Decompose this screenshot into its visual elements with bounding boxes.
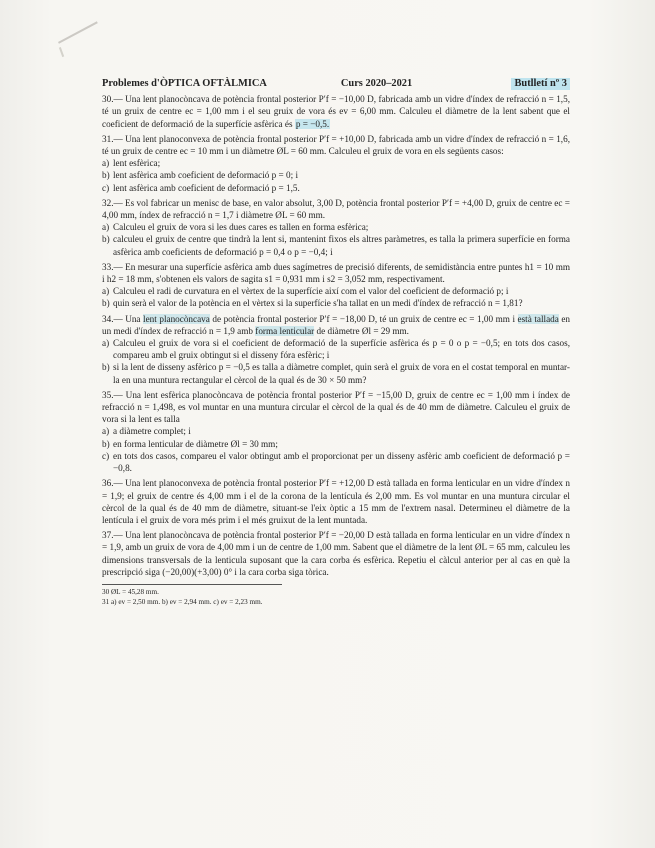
highlight: està tallada bbox=[517, 313, 559, 324]
list-item: a) Calculeu el gruix de vora si el coeficient de deformació de la superfície asfèrica és p = 0 o p = −0,5; en tots dos casos, compareu amb el gruix obtingut si el disseny fóra esfèric; i bbox=[102, 338, 570, 361]
problem-33 bbox=[102, 261, 570, 310]
list-item: b) quin serà el valor de la potència en el vèrtex si la superfície s'ha tallat en un medi d'índex de refracció n = 1,81? bbox=[102, 298, 523, 309]
problem-statement: 36.— Una lent planoconvexa de potència frontal posterior P′f = +12,00 D està tallada en forma lenticular en un vidre d'índex n = 1,9; el gruix de centre és 4,00 mm i el de la corona de la lentícula és 2,00 mm. Es vol muntar en una muntura circular el cèrcol de la qual és de 40 mm de diàmetre, situant-se l'eix òptic a 15 mm de l'extrem nasal. Determineu el diàmetre de la lentícula i el gruix de vora més prim i el més gruixut de la lent muntada. bbox=[102, 478, 570, 525]
list-item: b) calculeu el gruix de centre que tindrà la lent si, mantenint fixos els altres paràmetres, es talla la primera superfície en forma asfèrica amb coeficients de deformació p = 0,4 o p = −0,4; i bbox=[102, 234, 570, 257]
problem-items bbox=[102, 337, 570, 386]
list-item: a) Calculeu el gruix de vora si les dues cares es tallen en forma esfèrica; bbox=[102, 222, 369, 233]
problem-30 bbox=[102, 93, 570, 130]
header-title: Problemes d'ÒPTICA OFTÀLMICA bbox=[102, 78, 267, 89]
problem-statement: 31.— Una lent planoconvexa de potència frontal posterior P′f = +10,00 D, fabricada amb un vidre d'índex de refracció n = 1,6, té un gruix de centre ec = 10 mm i un diàmetre ØL = 60 mm. Calculeu el gruix de vora en els següents casos: bbox=[102, 133, 570, 157]
list-item: a) Calculeu el radi de curvatura en el vèrtex de la superfície així com el valor del coeficient de deformació p; i bbox=[102, 286, 509, 297]
problem-items bbox=[102, 285, 570, 309]
list-item: c) en tots dos casos, compareu el valor obtingut amb el proporcionat per un disseny asfèric amb coeficient de deformació p = −0,8. bbox=[102, 450, 570, 474]
footnotes bbox=[102, 584, 282, 607]
document-content bbox=[102, 78, 570, 607]
list-item: b) lent asfèrica amb coeficient de deformació p = 0; i bbox=[102, 170, 299, 181]
problem-35 bbox=[102, 389, 570, 474]
problem-statement: 37.— Una lent planocòncava de potència frontal posterior P′f = −20,00 D està tallada en forma lenticular en un vidre d'índex n = 1,9, amb un gruix de vora de 4,00 mm i un de centre de 1,00 mm. Sabent que el diàmetre de la lent ØL = 65 mm, calculeu les dimensions transversals de la lenticula suposant que la cara corba és esfèrica. Repetiu el càlcul anterior per al cas en què la prescripció siga (−20,00)(+3,00) 0° i la cara corba siga tòrica. bbox=[102, 530, 570, 577]
highlight: lent planocòncava bbox=[143, 313, 210, 324]
list-item: b) en forma lenticular de diàmetre Øl = 30 mm; bbox=[102, 438, 278, 449]
problem-statement: 35.— Una lent esfèrica planocòncava de potència frontal posterior P′f = −15,00 D, gruix de centre ec = 1,00 mm i índex de refracció n = 1,498, es vol muntar en una muntura circular el cèrcol de la qual és de 40 mm de diàmetre. Calculeu el gruix de vora si la lent es talla bbox=[102, 389, 570, 425]
footnote: 30 ØL = 45,28 mm. bbox=[102, 587, 159, 596]
header-bulletin: Butlletí nº 3 bbox=[511, 78, 570, 90]
problem-items bbox=[102, 157, 570, 194]
problem-32 bbox=[102, 197, 570, 258]
highlight: p = −0,5. bbox=[295, 118, 330, 129]
problem-items bbox=[102, 425, 570, 474]
footnote: 31 a) ev = 2,50 mm. b) ev = 2,94 mm. c) ev = 2,23 mm. bbox=[102, 597, 263, 606]
list-item: c) lent asfèrica amb coeficient de deformació p = 1,5. bbox=[102, 182, 300, 193]
problem-37 bbox=[102, 529, 570, 578]
problem-36 bbox=[102, 477, 570, 526]
header bbox=[102, 78, 570, 90]
header-course: Curs 2020–2021 bbox=[340, 78, 413, 89]
problem-statement: 32.— Es vol fabricar un menisc de base, en valor absolut, 3,00 D, potència frontal posterior P′f = +4,00 D, gruix de centre ec = 4,00 mm, índex de refracció n = 1,7 i diàmetre ØL = 60 mm. bbox=[102, 197, 570, 221]
problem-31 bbox=[102, 133, 570, 194]
highlight: forma lenticular bbox=[255, 325, 315, 336]
list-item: a) a diàmetre complet; i bbox=[102, 426, 191, 437]
problem-items bbox=[102, 221, 570, 258]
list-item: b) si la lent de disseny asfèrico p = −0,5 es talla a diàmetre complet, quin serà el gruix de vora en el costat temporal en muntar-la en una muntura rectangular el cèrcol de la qual és de 30 × 50 mm? bbox=[102, 362, 570, 385]
problem-34 bbox=[102, 313, 570, 386]
list-item: a) lent esfèrica; bbox=[102, 158, 161, 169]
problem-statement: 34.— Una lent planocòncava de potència frontal posterior P′f = −18,00 D, té un gruix de centre ec = 1,00 mm i està tallada en un medi d'índex de refracció n = 1,9 amb forma lenticular de diàmetre Øl = 29 mm. bbox=[102, 313, 571, 336]
problem-statement: 30.— Una lent planocòncava de potència frontal posterior P′f = −10,00 D, fabricada amb un vidre d'índex de refracció n = 1,5, té un gruix de centre ec = 1,00 mm i el seu gruix de vora és ev = 6,00 mm. Calculeu el diàmetre de la lent sabent que el coeficient de deformació de la superfície asfèrica és p = −0,5. bbox=[102, 94, 570, 129]
problem-statement: 33.— En mesurar una superfície asfèrica amb dues sagímetres de precisió diferents, de semidistància entre puntes h1 = 10 mm i h2 = 18 mm, s'obtenen els valors de sagita s1 = 0,931 mm i s2 = 3,052 mm, respectivament. bbox=[102, 261, 570, 285]
